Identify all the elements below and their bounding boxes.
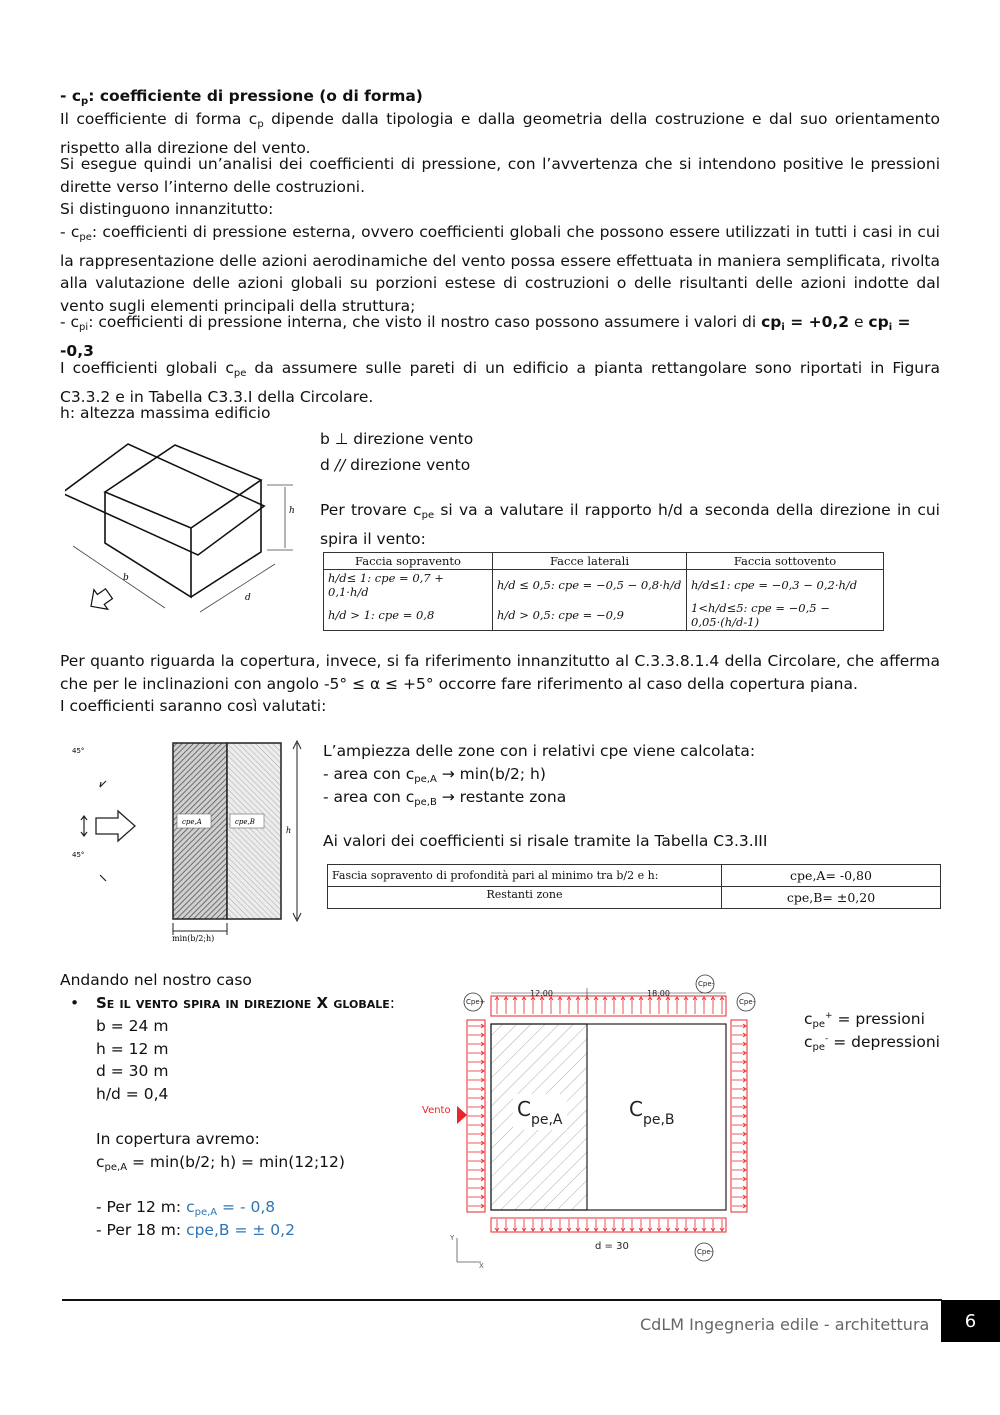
zone-b-label: $C_{pe,B}$ xyxy=(629,1097,675,1128)
page-number: 6 xyxy=(941,1300,1000,1342)
para-forma: Il coefficiente di forma $c_p$ dipende dalla tipologia e dalla geometria della costruzione e dal suo orientamento rispetto alla direzione del vento. xyxy=(60,110,941,157)
table-cell: h/d≤1: cpe = −0,3 − 0,2·h/d xyxy=(687,570,884,601)
table-cell: Restanti zone xyxy=(328,887,722,909)
d-parallel-line: d // direzione vento xyxy=(320,456,471,474)
roof-zones-figure xyxy=(60,735,310,947)
para-globali: I coefficienti globali $c_{pe}$ da assumere sulle pareti di un edificio a pianta rettangolare sono riportati in Figura C3.3.2 e in Tabella C3.3.I della Circolare. xyxy=(60,359,940,406)
para-analisi: Si esegue quindi un’analisi dei coefficienti di pressione, con l’avvertenza che si intendono positive le pressioni dirette verso l’interno delle costruzioni. xyxy=(60,155,940,196)
bullet-icon: • xyxy=(70,994,80,1012)
angle-top-label: 45° xyxy=(72,747,85,755)
wind-arrow-icon xyxy=(84,584,116,616)
cpe-roof-table xyxy=(327,864,941,909)
cpe-a-min-line: $c_{pe,A} = \min(b/2$; h) = min(12;12) xyxy=(96,1153,345,1173)
table-header-cell: Faccia sopravento xyxy=(324,553,493,570)
axis-x-label: X xyxy=(479,1262,484,1270)
dim-12: 12.00 xyxy=(530,989,553,998)
table-cell: h/d≤ 1: cpe = 0,7 + 0,1·h/d xyxy=(324,570,493,601)
zones-intro: L’ampiezza delle zone con i relativi cpe viene calcolata: xyxy=(323,742,756,760)
footer-rule xyxy=(62,1299,942,1301)
d30-label: d = 30 xyxy=(595,1241,629,1252)
marker-cpe-neg-bottom: Cpe- xyxy=(697,1248,714,1256)
value-d: d = 30 m xyxy=(96,1062,169,1080)
section-heading: - $c_p$: coefficiente di pressione (o di forma) xyxy=(60,87,423,107)
b-perp-line: b ⊥ direzione vento xyxy=(320,430,474,448)
zones-line-b: - area con $c_{pe,B}$ → restante zona xyxy=(323,788,567,808)
para-valutati: I coefficienti saranno così valutati: xyxy=(60,697,327,715)
table-row xyxy=(324,570,884,601)
building-box-figure xyxy=(65,440,305,625)
wind-arrow-icon xyxy=(96,811,135,841)
label-min: min(b/2;h) xyxy=(172,934,215,943)
table-row xyxy=(328,865,941,887)
fig1-b-label: b xyxy=(123,573,129,583)
top-pressure-arrows xyxy=(495,997,724,1014)
copertura-line: In copertura avremo: xyxy=(96,1130,260,1148)
table-header-cell: Faccia sottovento xyxy=(687,553,884,570)
para-cpi: - $c_{pi}$: coefficienti di pressione interna, che visto il nostro caso possono assumere i valori di $cp_i = +0,2$ e $cp_i = -0,3$ xyxy=(60,313,911,360)
case-intro: Andando nel nostro caso xyxy=(60,971,252,989)
para-tabella: Ai valori dei coefficienti si risale tramite la Tabella C3.3.III xyxy=(323,832,768,850)
value-b: b = 24 m xyxy=(96,1017,169,1035)
value-h: h = 12 m xyxy=(96,1040,169,1058)
table-cell: h/d > 0,5: cpe = −0,9 xyxy=(493,600,687,631)
per-12-line: - Per 12 m: $c_{pe,A}$ = - 0,8 xyxy=(96,1198,276,1218)
right-pressure-arrows xyxy=(732,1024,746,1208)
table-cell: 1<h/d≤5: cpe = −0,5 − 0,05·(h/d-1) xyxy=(687,600,884,631)
para-rapporto: Per trovare $c_{pe}$ si va a valutare il rapporto h/d a seconda della direzione in cui spira il vento: xyxy=(320,501,940,548)
table-header-cell: Facce laterali xyxy=(493,553,687,570)
para-cpe: - $c_{pe}$: coefficienti di pressione esterna, ovvero coefficienti globali che possono essere utilizzati in tutti i casi in cui la rappresentazione delle azioni aerodinamiche del vento possa essere effettuata in maniera semplificata, rivolta alla valutazione delle azioni globali su porzioni estese di costruzioni o delle risultanti delle azioni indotte dal vento sugli elementi principali della struttura; xyxy=(60,223,940,315)
bottom-pressure-arrows xyxy=(495,1219,724,1231)
angle-bottom-label: 45° xyxy=(72,851,85,859)
table-cell: cpe,B= ±0,20 xyxy=(722,887,941,909)
table-cell: Fascia sopravento di profondità pari al minimo tra b/2 e h: xyxy=(328,865,722,887)
para-distinguono: Si distinguono innanzitutto: xyxy=(60,200,274,218)
table-cell: h/d ≤ 0,5: cpe = −0,5 − 0,8·h/d xyxy=(493,570,687,601)
label-cpe-b: cpe,B xyxy=(235,818,255,826)
zones-line-a: - area con $c_{pe,A} \to \min(b/2$; h) xyxy=(323,765,546,785)
fig1-h-label: h xyxy=(289,506,295,516)
table-row xyxy=(328,887,941,909)
dim-18: 18.00 xyxy=(647,989,670,998)
legend-depressioni: $c_{pe}^-$ = depressioni xyxy=(804,1033,940,1053)
table-row xyxy=(324,600,884,631)
table-cell: h/d > 1: cpe = 0,8 xyxy=(324,600,493,631)
case-bullet-title: Se il vento spira in direzione X globale: xyxy=(96,994,395,1012)
zone-a-label: $C_{pe,A}$ xyxy=(517,1097,563,1128)
axis-y-label: Y xyxy=(450,1234,455,1242)
vento-label: Vento xyxy=(422,1105,451,1116)
marker-cpe-neg-top: Cpe- xyxy=(698,980,715,988)
value-hd: h/d = 0,4 xyxy=(96,1085,169,1103)
fig1-d-label: d xyxy=(245,593,251,603)
table-cell: cpe,A= -0,80 xyxy=(722,865,941,887)
label-cpe-a: cpe,A xyxy=(182,818,202,826)
table-header-row xyxy=(324,553,884,570)
per-18-line: - Per 18 m: cpe,B = ± 0,2 xyxy=(96,1221,295,1239)
legend-pressioni: $c_{pe}^+$ = pressioni xyxy=(804,1010,925,1030)
left-pressure-arrows xyxy=(468,1024,484,1208)
label-h: h xyxy=(286,826,292,835)
marker-cpe-neg-right: Cpe- xyxy=(739,998,756,1006)
para-copertura: Per quanto riguarda la copertura, invece, si fa riferimento innanzitutto al C.3.3.8.1.4 della Circolare, che afferma che per le inclinazioni con angolo -5° ≤ α ≤ +5° occorre fare riferimento al caso della copertura piana. xyxy=(60,652,940,693)
para-altezza: h: altezza massima edificio xyxy=(60,404,271,422)
roof-plan-figure xyxy=(415,970,765,1270)
cpe-walls-table xyxy=(323,552,884,631)
footer-text: CdLM Ingegneria edile - architettura xyxy=(640,1315,930,1334)
wind-arrow-icon xyxy=(457,1106,467,1124)
marker-cpe-pos-left: Cpe+ xyxy=(466,998,486,1006)
